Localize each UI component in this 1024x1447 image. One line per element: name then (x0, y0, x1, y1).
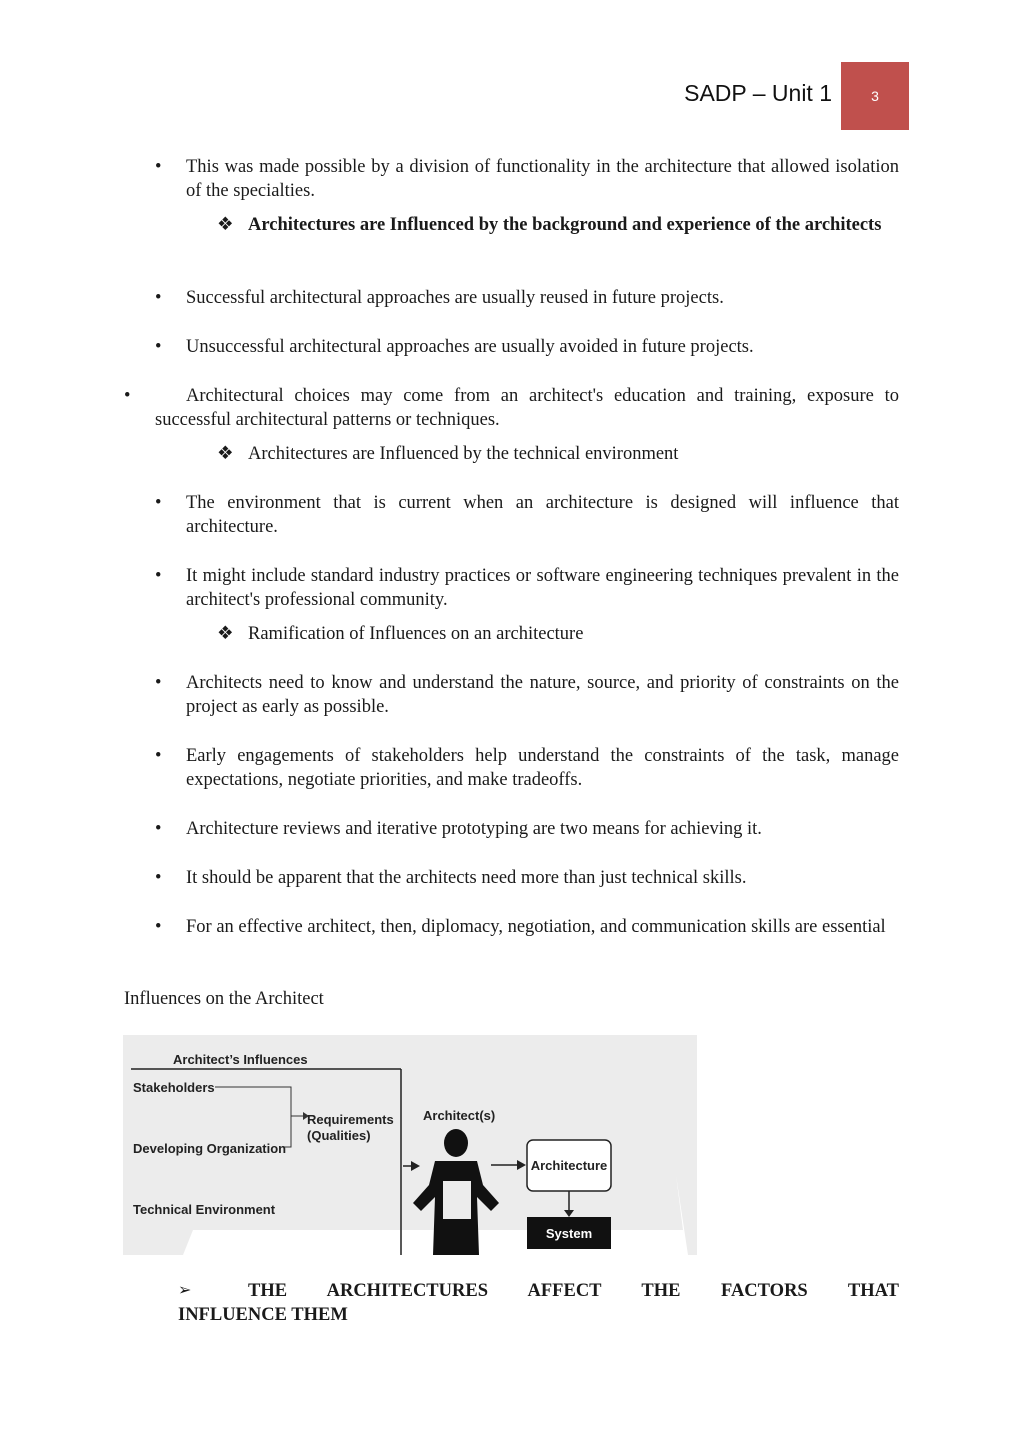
list-item-text: Architects need to know and understand the nature, source, and priority of constraints on the project as early as possible. (186, 673, 899, 717)
final-heading-line1: THE ARCHITECTURES AFFECT THE FACTORS THAT (248, 1281, 899, 1301)
subheading-item (217, 213, 899, 237)
list-item-text: Successful architectural approaches are usually reused in future projects. (186, 288, 724, 308)
list-item-text: It should be apparent that the architects need more than just technical skills. (186, 868, 747, 888)
qualities-label: (Qualities) (307, 1128, 371, 1143)
list-item-text: It might include standard industry practices or software engineering techniques prevalent in the architect's professional community. (186, 566, 899, 610)
bullet-icon: • (155, 868, 162, 888)
bullet-icon: • (155, 566, 162, 586)
subheading-text: Architectures are Influenced by the background and experience of the architects (248, 215, 882, 235)
architecture-label: Architecture (530, 1158, 608, 1173)
bullet-icon: • (155, 493, 162, 513)
section-label: Influences on the Architect (124, 989, 324, 1009)
bullet-icon: • (155, 673, 162, 693)
subheading-item (217, 442, 899, 466)
stakeholders-label: Stakeholders (133, 1080, 215, 1095)
bullet-icon: • (155, 337, 162, 357)
bullet-icon: • (155, 917, 162, 937)
subheading-item (217, 622, 899, 646)
requirements-label: Requirements (307, 1112, 394, 1127)
influences-diagram (123, 1035, 697, 1255)
list-item (155, 866, 899, 890)
bullet-icon: • (155, 157, 162, 177)
arrow-bullet-icon: ➢ (178, 1282, 192, 1299)
final-heading-line2: INFLUENCE THEM (178, 1305, 348, 1325)
diamond-bullet-icon: ❖ (217, 444, 234, 464)
page-number-badge: 3 (841, 62, 909, 130)
system-label: System (545, 1226, 593, 1241)
bullet-icon: • (155, 288, 162, 308)
list-item (155, 744, 899, 792)
list-item-text: For an effective architect, then, diplomacy, negotiation, and communication skills are essential (186, 917, 886, 937)
list-item (155, 491, 899, 539)
paragraph-text: Architectural choices may come from an architect's education and training, exposure to successful architectural patterns or techniques. (155, 386, 899, 430)
list-item-text: Early engagements of stakeholders help understand the constraints of the task, manage expectations, negotiate priorities, and make tradeoffs. (186, 746, 899, 790)
developing-org-label: Developing Organization (133, 1141, 287, 1156)
list-item-text: Unsuccessful architectural approaches are usually avoided in future projects. (186, 337, 754, 357)
list-item (155, 286, 899, 310)
bullet-icon: • (124, 386, 131, 406)
page-header-title: SADP – Unit 1 (684, 80, 832, 106)
bullet-icon: • (155, 819, 162, 839)
technical-env-label: Technical Environment (133, 1202, 276, 1217)
list-item-text: The environment that is current when an architecture is designed will influence that architecture. (186, 493, 899, 537)
list-item (155, 564, 899, 612)
list-item (155, 915, 899, 939)
list-item-text: This was made possible by a division of functionality in the architecture that allowed isolation of the specialties. (186, 157, 899, 201)
list-item (155, 671, 899, 719)
subheading-text: Architectures are Influenced by the technical environment (248, 444, 679, 464)
list-item (155, 817, 899, 841)
influences-title: Architect’s Influences (173, 1052, 308, 1067)
subheading-text: Ramification of Influences on an architecture (248, 624, 584, 644)
list-item (155, 335, 899, 359)
architects-label: Architect(s) (423, 1108, 496, 1123)
list-item (155, 155, 899, 203)
diamond-bullet-icon: ❖ (217, 215, 234, 235)
list-item-text: Architecture reviews and iterative prototyping are two means for achieving it. (186, 819, 762, 839)
diamond-bullet-icon: ❖ (217, 624, 234, 644)
architect-influences-figure (123, 1035, 697, 1255)
bullet-icon: • (155, 746, 162, 766)
